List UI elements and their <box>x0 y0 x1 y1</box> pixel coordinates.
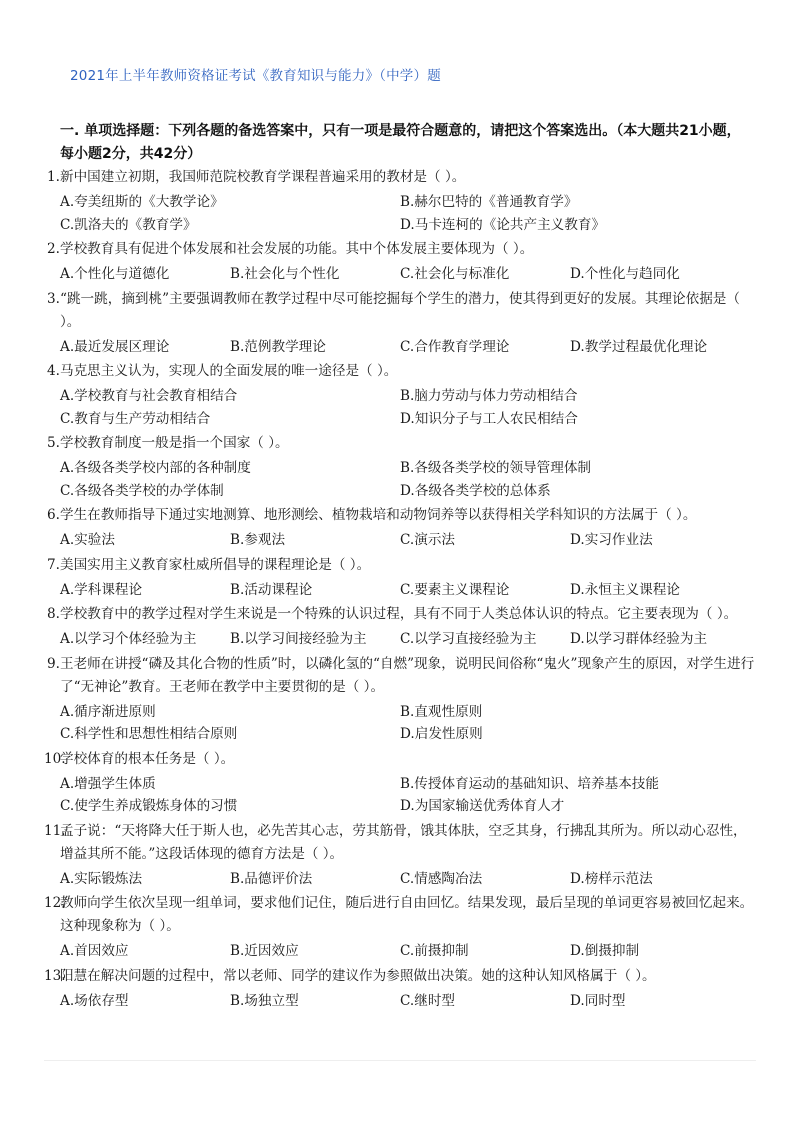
answer-option: C.演示法 <box>400 532 456 548</box>
answer-option: C.合作教育学理论 <box>400 338 510 355</box>
question-stem <box>44 820 756 866</box>
answer-option: B.场独立型 <box>230 992 299 1009</box>
question-stem <box>44 360 756 383</box>
answer-option: D.倒摄抑制 <box>570 943 640 959</box>
answer-option: A.学科课程论 <box>60 581 143 598</box>
answer-option: A.首因效应 <box>60 943 129 959</box>
answer-option: C.科学性和思想性相结合原则 <box>60 726 238 742</box>
answer-option: A.以学习个体经验为主 <box>60 631 197 647</box>
answer-option: A.夸美纽斯的《大教学论》 <box>60 194 224 210</box>
question-number: 4. <box>47 363 60 379</box>
answer-option: D.马卡连柯的《论共产主义教育》 <box>400 216 606 233</box>
answer-option: D.各级各类学校的总体系 <box>400 482 551 499</box>
question-item <box>44 603 756 651</box>
question-item <box>44 166 756 236</box>
question-text: 学校教育中的教学过程对学生来说是一个特殊的认识过程，具有不同于人类总体认识的特点。它主要表现为（ ）。 <box>60 606 738 622</box>
answer-option: A.最近发展区理论 <box>60 338 170 355</box>
question-item <box>44 504 756 552</box>
question-item <box>44 820 756 891</box>
question-stem <box>44 965 756 988</box>
answer-option: B.以学习间接经验为主 <box>230 631 367 647</box>
question-text: 学校教育具有促进个体发展和社会发展的功能。其中个体发展主要体现为（ ）。 <box>60 241 534 257</box>
answer-option: B.赫尔巴特的《普通教育学》 <box>400 194 578 210</box>
question-item <box>44 748 756 818</box>
answer-option: D.同时型 <box>570 992 626 1009</box>
question-item <box>44 965 756 1013</box>
question-text: 王老师在讲授“磷及其化合物的性质”时，以磷化氢的“自燃”现象，说明民间俗称“鬼火”现象产生的原因，对学生进行了“无神论”教育。王老师在教学中主要贯彻的是（ ）。 <box>60 655 755 695</box>
question-number: 10. <box>44 750 66 767</box>
option-group <box>44 579 756 602</box>
question-number: 3. <box>47 290 60 307</box>
footer-divider <box>44 1060 756 1061</box>
answer-option: D.榜样示范法 <box>570 870 653 887</box>
question-number: 11. <box>44 822 66 839</box>
question-stem <box>44 504 756 527</box>
answer-option: C.前摄抑制 <box>400 943 469 959</box>
answer-option: B.活动课程论 <box>230 581 313 598</box>
answer-option: B.近因效应 <box>230 943 299 959</box>
answer-option: C.以学习直接经验为主 <box>400 631 537 647</box>
option-group <box>44 940 756 963</box>
answer-option: C.各级各类学校的办学体制 <box>60 482 224 499</box>
answer-option: D.教学过程最优化理论 <box>570 338 708 355</box>
answer-option: C.继时型 <box>400 992 456 1009</box>
question-text: 美国实用主义教育家杜威所倡导的课程理论是（ ）。 <box>60 556 371 573</box>
question-number: 1. <box>47 169 60 185</box>
answer-option: D.知识分子与工人农民相结合 <box>400 410 578 427</box>
question-number: 6. <box>47 507 60 523</box>
option-group <box>44 263 756 286</box>
answer-option: D.个性化与趋同化 <box>570 266 680 282</box>
answer-option: A.实际锻炼法 <box>60 870 143 887</box>
answer-option: C.凯洛夫的《教育学》 <box>60 216 197 233</box>
answer-option: B.社会化与个性化 <box>230 266 340 282</box>
option-group <box>44 457 756 502</box>
question-stem <box>44 166 756 189</box>
answer-option: D.以学习群体经验为主 <box>570 631 708 647</box>
question-stem <box>44 653 756 699</box>
answer-option: C.社会化与标准化 <box>400 266 510 282</box>
question-stem <box>44 432 756 455</box>
question-item <box>44 238 756 286</box>
question-number: 13. <box>44 967 66 984</box>
answer-option: D.为国家输送优秀体育人才 <box>400 798 565 814</box>
answer-option: D.实习作业法 <box>570 532 653 548</box>
answer-option: B.脑力劳动与体力劳动相结合 <box>400 388 578 404</box>
question-stem <box>44 288 756 334</box>
question-number: 9. <box>47 655 60 672</box>
option-group <box>44 529 756 552</box>
option-group <box>44 628 756 651</box>
answer-option: A.增强学生体质 <box>60 775 156 792</box>
option-group <box>44 773 756 818</box>
question-text: 新中国建立初期，我国师范院校教育学课程普遍采用的教材是（ ）。 <box>60 169 466 185</box>
question-text: 学生在教师指导下通过实地测算、地形测绘、植物栽培和动物饲养等以获得相关学科知识的方法属于（ ）。 <box>60 507 697 523</box>
question-stem <box>44 748 756 771</box>
question-text: 孟子说：“天将降大任于斯人也，必先苦其心志，劳其筋骨，饿其体肤，空乏其身，行拂乱其所为。所以动心忍性，增益其所不能。”这段话体现的德育方法是（ ）。 <box>60 822 747 862</box>
answer-option: A.场依存型 <box>60 992 129 1009</box>
answer-option: B.传授体育运动的基础知识、培养基本技能 <box>400 775 659 792</box>
option-group <box>44 990 756 1013</box>
answer-option: B.直观性原则 <box>400 703 483 720</box>
option-group <box>44 701 756 746</box>
option-group <box>44 868 756 891</box>
question-text: 学校体育的根本任务是（ ）。 <box>60 750 235 767</box>
question-text: 教师向学生依次呈现一组单词，要求他们记住，随后进行自由回忆。结果发现，最后呈现的单词更容易被回忆起来。这种现象称为（ ）。 <box>60 895 754 934</box>
answer-option: A.循序渐进原则 <box>60 703 156 720</box>
question-item <box>44 892 756 963</box>
answer-option: C.教育与生产劳动相结合 <box>60 410 211 427</box>
question-item <box>44 432 756 502</box>
answer-option: B.各级各类学校的领导管理体制 <box>400 460 592 476</box>
answer-option: A.各级各类学校内部的各种制度 <box>60 460 251 476</box>
question-text: 阳慧在解决问题的过程中，常以老师、同学的建议作为参照做出决策。她的这种认知风格属于（ ）。 <box>60 967 656 984</box>
question-number: 8. <box>47 606 60 622</box>
question-text: 学校教育制度一般是指一个国家（ ）。 <box>60 435 289 451</box>
answer-option: B.范例教学理论 <box>230 338 326 355</box>
option-group <box>44 385 756 430</box>
question-stem <box>44 554 756 577</box>
question-text: 马克思主义认为，实现人的全面发展的唯一途径是（ ）。 <box>60 363 398 379</box>
answer-option: C.使学生养成锻炼身体的习惯 <box>60 798 238 814</box>
question-text: “跳一跳，摘到桃”主要强调教师在教学过程中尽可能挖掘每个学生的潜力，使其得到更好的发展。其理论依据是（ ）。 <box>60 290 740 330</box>
page-title: 2021年上半年教师资格证考试《教育知识与能力》（中学）题 <box>70 68 441 84</box>
question-item <box>44 288 756 359</box>
question-number: 12. <box>44 895 66 911</box>
option-group <box>44 336 756 359</box>
option-group <box>44 191 756 236</box>
answer-option: A.实验法 <box>60 532 115 548</box>
question-item <box>44 653 756 746</box>
question-item <box>44 360 756 430</box>
answer-option: D.启发性原则 <box>400 726 483 742</box>
question-number: 5. <box>47 435 60 451</box>
answer-option: A.个性化与道德化 <box>60 266 170 282</box>
question-stem <box>44 238 756 261</box>
question-list <box>44 166 756 1014</box>
question-number: 2. <box>47 241 60 257</box>
question-stem <box>44 892 756 938</box>
answer-option: A.学校教育与社会教育相结合 <box>60 388 238 404</box>
answer-option: D.永恒主义课程论 <box>570 581 680 598</box>
question-item <box>44 554 756 602</box>
question-number: 7. <box>47 556 60 573</box>
answer-option: B.参观法 <box>230 532 286 548</box>
answer-option: B.品德评价法 <box>230 870 313 887</box>
answer-option: C.要素主义课程论 <box>400 581 510 598</box>
question-stem <box>44 603 756 626</box>
section-heading: 一. 单项选择题：下列各题的备选答案中，只有一项是最符合题意的，请把这个答案选出。（本大题共21小题，每小题2分，共42分） <box>60 123 741 162</box>
answer-option: C.情感陶冶法 <box>400 870 483 887</box>
